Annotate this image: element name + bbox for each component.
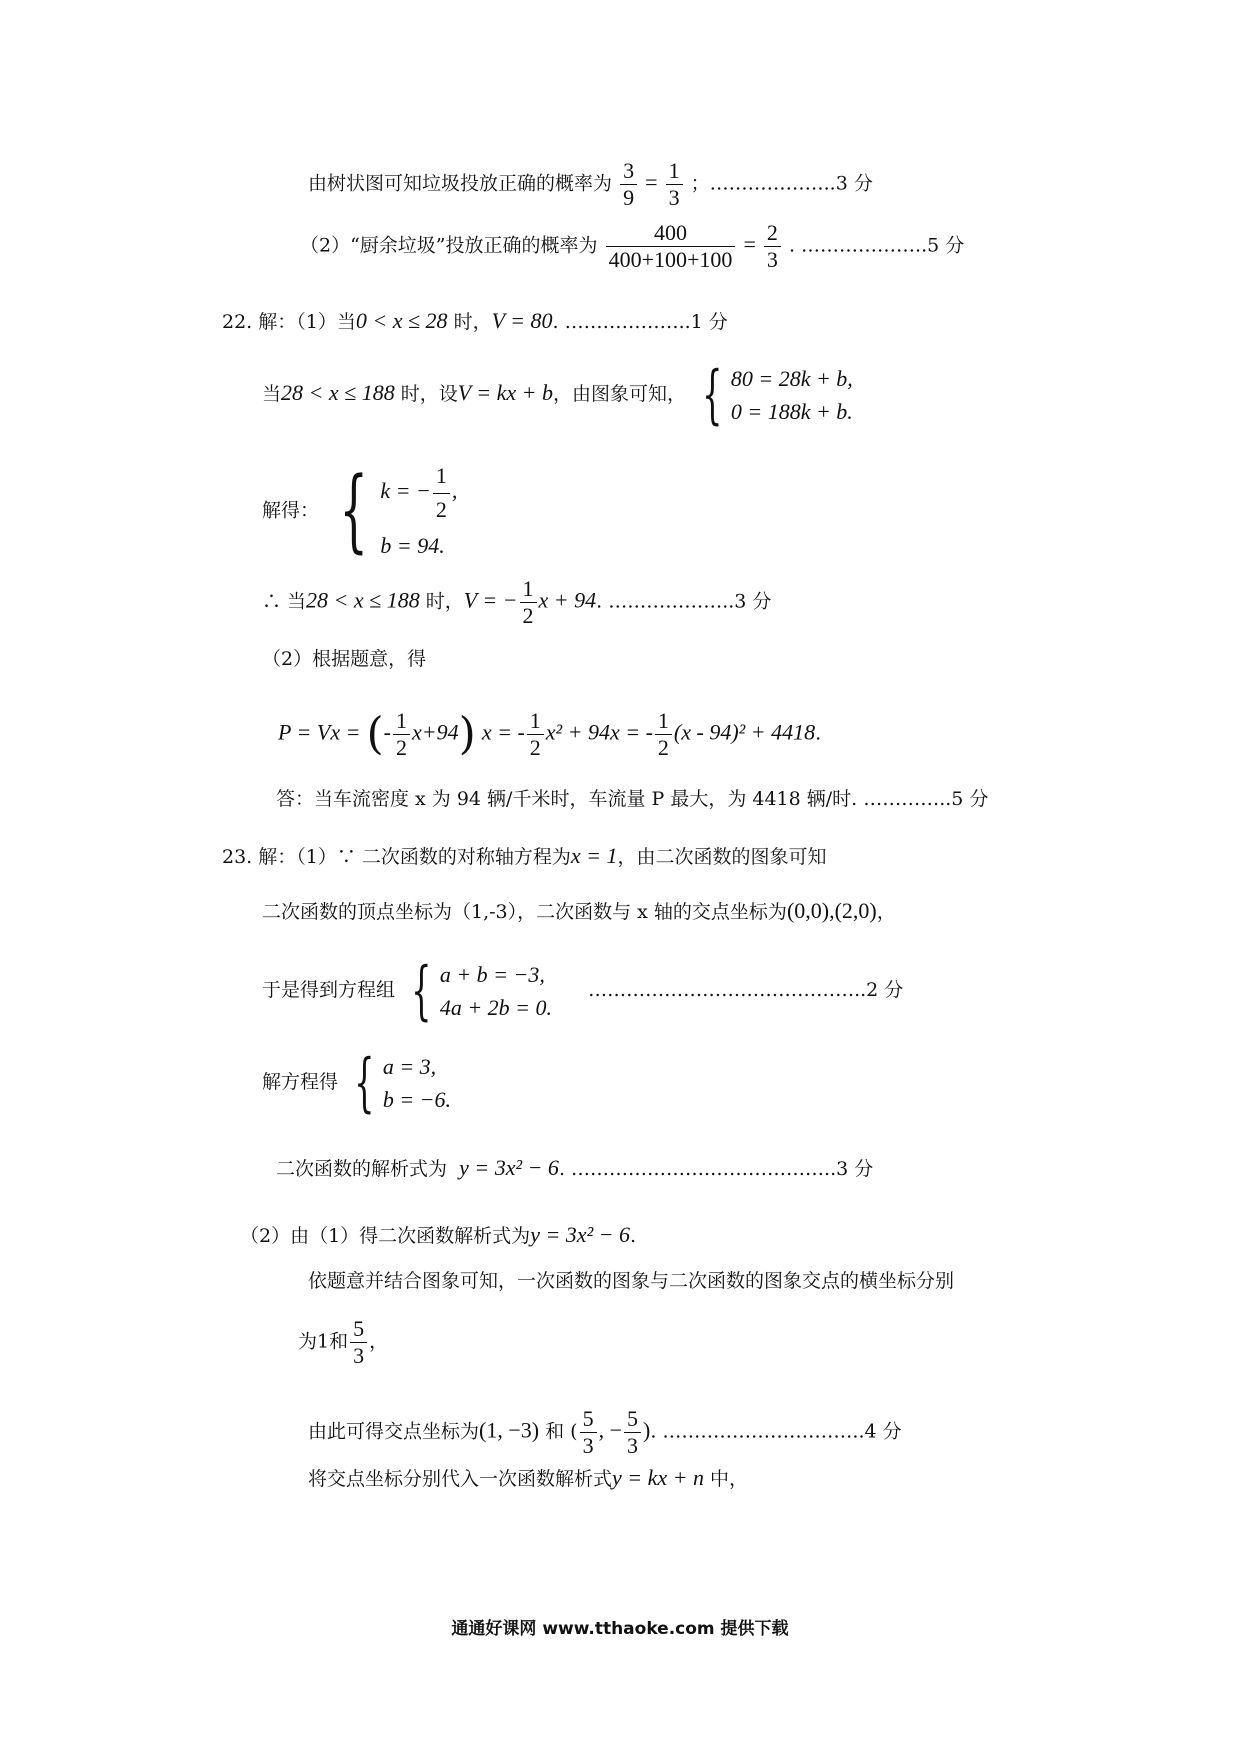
fraction: $\frac{1}{3}$: [666, 160, 683, 209]
s23-line2: 二次函数的顶点坐标为（1,-3），二次函数与 x 轴的交点坐标为(0,0),(2,0)，: [262, 898, 896, 923]
s22-line3: 解得： { k = − $\frac{1}{2}$ , b = 94.: [262, 458, 458, 564]
footer-watermark: 通通好课网 www.tthaoke.com 提供下载: [451, 1619, 789, 1639]
s23-line4: 解方程得 { a = 3, b = −6.: [262, 1046, 452, 1120]
fraction: $\frac{3}{9}$: [620, 160, 637, 209]
fraction: $\frac{400}{400+100+100}$: [606, 222, 736, 271]
s21-line1: 由树状图可知垃圾投放正确的概率为 $\frac{3}{9}$ = $\frac{1}{3}$ ；………………..3 分: [308, 158, 873, 210]
s22-line6: P = Vx = (- $\frac{1}{2}$ x+94) x = - $\frac{1}{2}$ x² + 94x = - $\frac{1}{2}$ (x - 94)² + 4418.: [278, 708, 822, 760]
s22-answer: 答：当车流密度 x 为 94 辆/千米时，车流量 P 最大，为 4418 辆/时. …………..5 分: [276, 788, 989, 810]
s23-line6: （2）由（1）得二次函数解析式为y = 3x² − 6.: [240, 1222, 637, 1247]
fraction: $\frac{2}{3}$: [764, 222, 781, 271]
brace: {: [411, 954, 432, 1028]
s21-line2: （2）“厨余垃圾”投放正确的概率为 $\frac{400}{400+100+100}$ = $\frac{2}{3}$ . ………………..5 分: [300, 220, 965, 272]
s23-line1: 23. 解：（1）∵ 二次函数的对称轴方程为x = 1，由二次函数的图象可知: [222, 843, 827, 868]
s23-line5: 二次函数的解析式为 y = 3x² − 6. ………………….………………..3 分: [276, 1155, 874, 1180]
s23-line9: 由此可得交点坐标为(1, −3) 和 ( $\frac{5}{3}$ , − $\frac{5}{3}$ ). …………………………..4 分: [308, 1406, 902, 1458]
s22-line2: 当28 < x ≤ 188 时，设V = kx + b，由图象可知， { 80 = 28k + b, 0 = 188k + b.: [262, 358, 853, 432]
s23-line7: 依题意并结合图象可知，一次函数的图象与二次函数的图象交点的横坐标分别: [308, 1270, 955, 1292]
equation-system: a = 3, b = −6.: [382, 1054, 452, 1112]
equation-system: 80 = 28k + b, 0 = 188k + b.: [730, 366, 853, 424]
s22-line4: ∴ 当28 < x ≤ 188 时，V = − $\frac{1}{2}$ x + 94. ………………..3 分: [262, 576, 772, 628]
s22-line5: （2）根据题意，得: [262, 648, 427, 670]
brace: {: [354, 1046, 375, 1120]
equation-system: a + b = −3, 4a + 2b = 0.: [439, 962, 553, 1020]
s23-line8: 为1和 $\frac{5}{3}$ ，: [298, 1316, 389, 1368]
s22-line1: 22. 解：（1）当0 < x ≤ 28 时，V = 80. ………………..1 分: [222, 308, 728, 333]
brace: {: [702, 358, 723, 432]
brace: {: [339, 458, 369, 564]
s23-line3: 于是得到方程组 { a + b = −3, 4a + 2b = 0. ……………………………………..2 分: [262, 954, 904, 1028]
s23-line10: 将交点坐标分别代入一次函数解析式y = kx + n 中，: [308, 1465, 749, 1490]
equation-system: k = − $\frac{1}{2}$ , b = 94.: [380, 463, 458, 559]
